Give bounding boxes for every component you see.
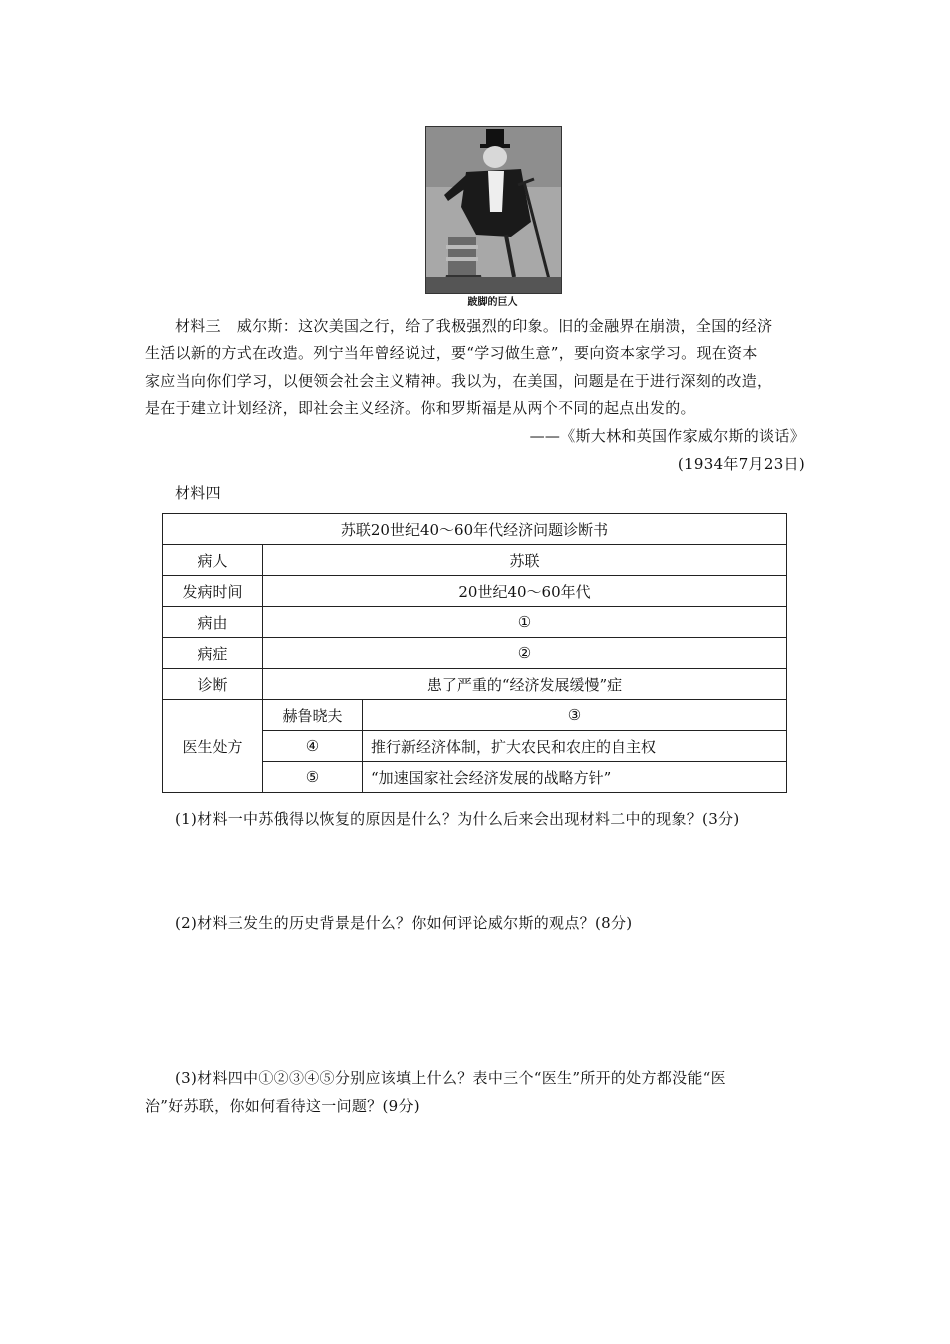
row-label: 病人 xyxy=(163,545,263,576)
doctor-cell: ④ xyxy=(263,731,363,762)
doctor-cell: 赫鲁晓夫 xyxy=(263,700,363,731)
row-value: ① xyxy=(263,607,787,638)
doctor-cell: ⑤ xyxy=(263,762,363,793)
row-label: 病症 xyxy=(163,638,263,669)
row-value: 患了严重的“经济发展缓慢”症 xyxy=(263,669,787,700)
table-row xyxy=(163,576,787,607)
table-row xyxy=(163,545,787,576)
row-label: 发病时间 xyxy=(163,576,263,607)
material3-text-1: 威尔斯：这次美国之行，给了我极强烈的印象。旧的金融界在崩溃，全国的经济 xyxy=(236,317,773,335)
prescription-label: 医生处方 xyxy=(163,700,263,793)
material3-line-1 xyxy=(145,313,805,341)
row-label: 诊断 xyxy=(163,669,263,700)
question-2: (2)材料三发生的历史背景是什么？你如何评论威尔斯的观点？(8分) xyxy=(175,914,633,932)
prescription-cell: ③ xyxy=(363,700,787,731)
row-value: 苏联 xyxy=(263,545,787,576)
question-3-line-1: (3)材料四中①②③④⑤分别应该填上什么？表中三个“医生”所开的处方都没能“医 xyxy=(175,1069,726,1087)
table-row xyxy=(163,669,787,700)
table-row xyxy=(163,638,787,669)
material4-label: 材料四 xyxy=(175,484,221,502)
row-label: 病由 xyxy=(163,607,263,638)
cartoon-image xyxy=(425,126,562,294)
material3-line-4: 是在于建立计划经济，即社会主义经济。你和罗斯福是从两个不同的起点出发的。 xyxy=(145,399,696,417)
material3-label: 材料三 xyxy=(175,317,221,335)
material3-line-2: 生活以新的方式在改造。列宁当年曾经说过，要“学习做生意”，要向资本家学习。现在资本 xyxy=(145,344,758,362)
diagnosis-table xyxy=(162,513,787,793)
figure-caption: 跛脚的巨人 xyxy=(467,297,518,308)
table-row xyxy=(163,700,787,731)
material3-date: (1934年7月23日) xyxy=(677,455,805,473)
material3-source: ——《斯大林和英国作家威尔斯的谈话》 xyxy=(529,427,805,445)
question-3-line-2: 治”好苏联，你如何看待这一问题？(9分) xyxy=(145,1097,420,1115)
row-value: 20世纪40～60年代 xyxy=(263,576,787,607)
material3-line-3: 家应当向你们学习，以便领会社会主义精神。我以为，在美国，问题是在于进行深刻的改造， xyxy=(145,372,773,390)
prescription-cell: 推行新经济体制，扩大农民和农庄的自主权 xyxy=(363,731,787,762)
table-row xyxy=(163,607,787,638)
question-1: (1)材料一中苏俄得以恢复的原因是什么？为什么后来会出现材料二中的现象？(3分) xyxy=(175,810,740,828)
row-value: ② xyxy=(263,638,787,669)
table-title: 苏联20世纪40～60年代经济问题诊断书 xyxy=(163,514,787,545)
prescription-cell: “加速国家社会经济发展的战略方针” xyxy=(363,762,787,793)
